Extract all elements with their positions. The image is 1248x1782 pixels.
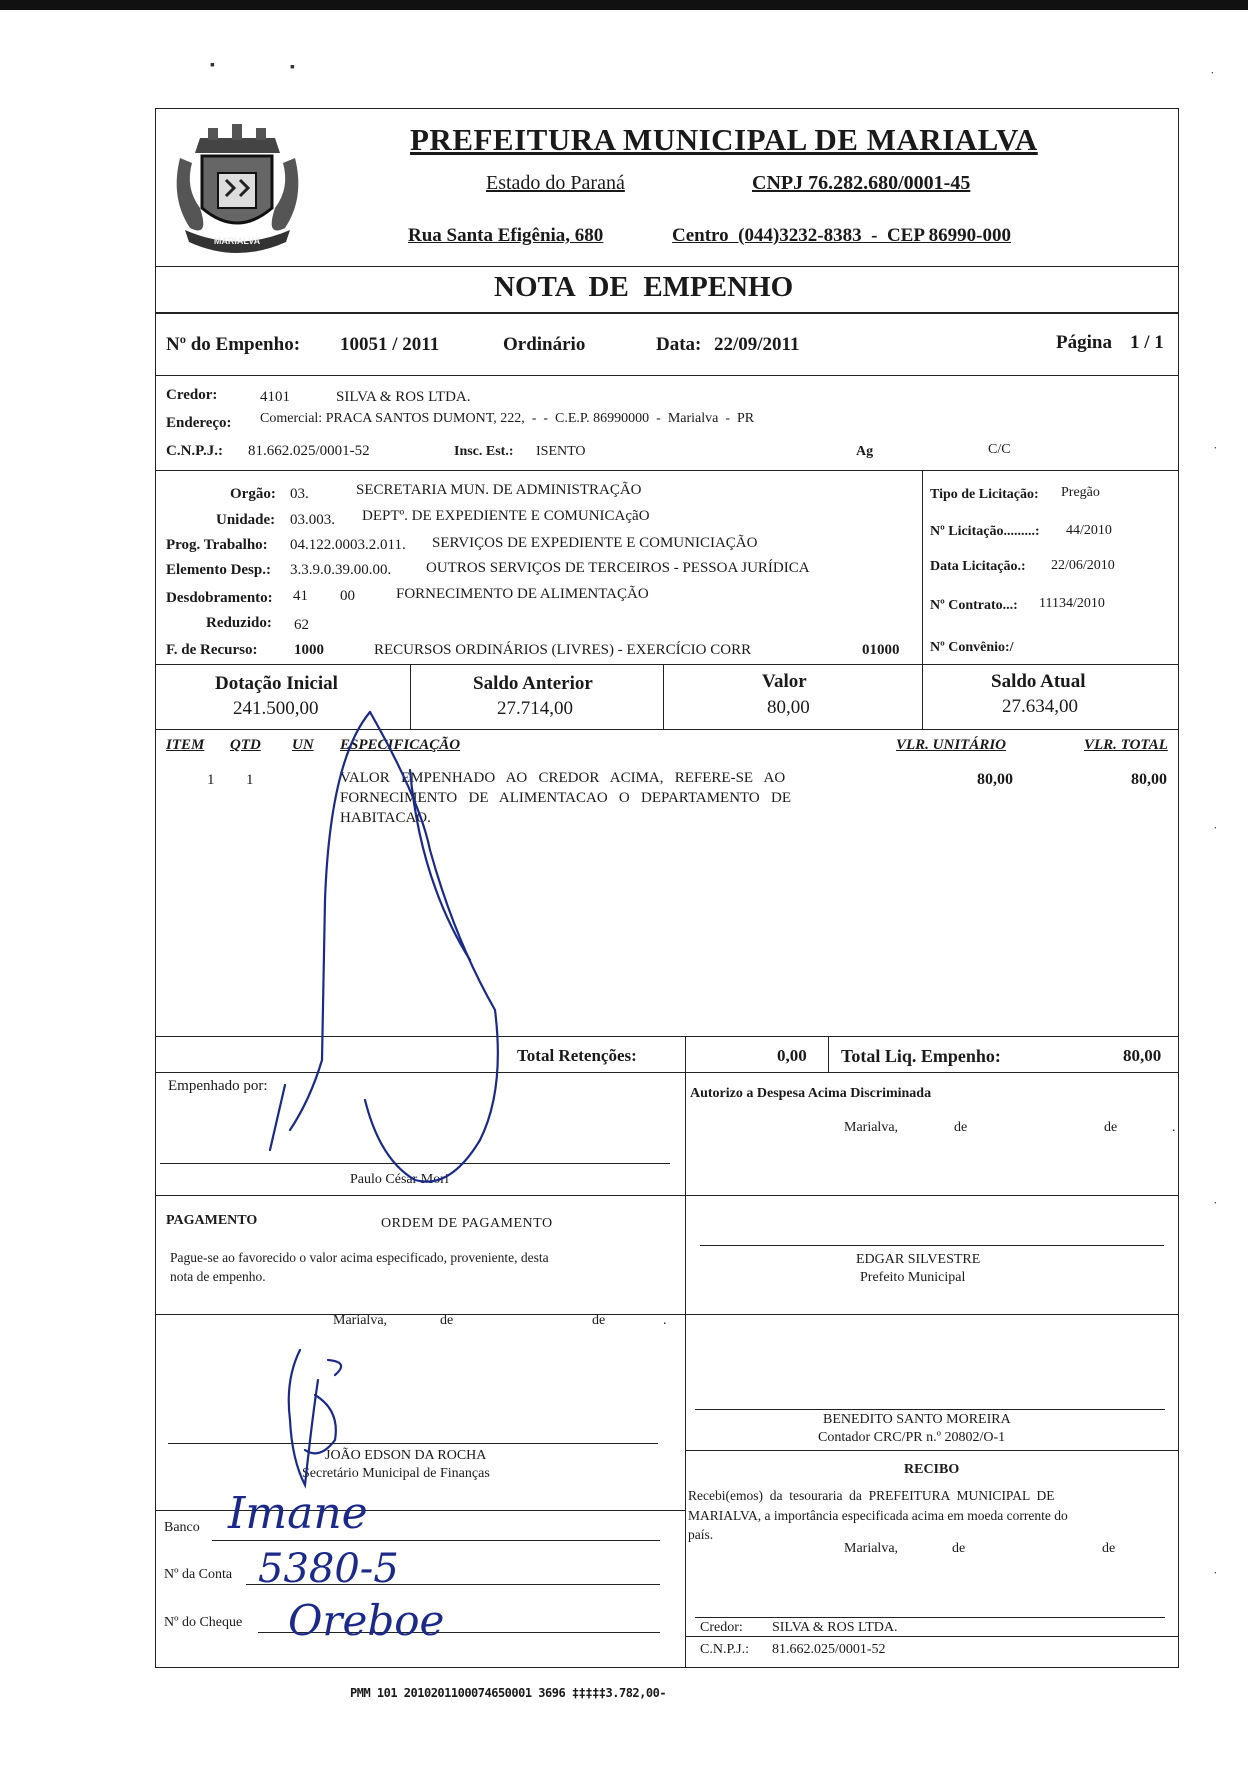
recibo-de1: de	[952, 1541, 966, 1556]
empenho-type: Ordinário	[503, 334, 586, 355]
cnpj-label: CNPJ 76.282.680/0001-45	[752, 172, 971, 194]
contact-label: Centro (044)3232-8383 - CEP 86990-000	[672, 225, 1011, 246]
saldo-atual-label: Saldo Atual	[991, 671, 1086, 692]
recibo-credor-name: SILVA & ROS LTDA.	[772, 1620, 898, 1635]
valor-value: 80,00	[767, 697, 810, 718]
prog-code: 04.122.0003.2.011.	[290, 537, 406, 553]
saldo-anterior-label: Saldo Anterior	[473, 673, 593, 694]
total-retencoes-label: Total Retenções:	[517, 1046, 637, 1065]
tipo-licitacao-label: Tipo de Licitação:	[930, 487, 1039, 502]
autorizo-label: Autorizo a Despesa Acima Discriminada	[690, 1086, 932, 1101]
item-description-line1: VALOR EMPENHADO AO CREDOR ACIMA, REFERE-SE AO	[340, 770, 786, 786]
page-label: Página	[1056, 332, 1112, 353]
banco-handwritten: Imane	[228, 1488, 368, 1539]
document-title: NOTA DE EMPENHO	[494, 271, 794, 303]
recurso-name: RECURSOS ORDINÁRIOS (LIVRES) - EXERCÍCIO CORR	[374, 642, 752, 658]
empenhado-label: Empenhado por:	[168, 1078, 268, 1094]
insc-label: Insc. Est.:	[454, 444, 514, 459]
recibo-cnpj: 81.662.025/0001-52	[772, 1642, 886, 1657]
pagamento-city: Marialva,	[333, 1313, 388, 1328]
scan-mark: ˙	[1213, 1570, 1218, 1585]
pagamento-dot: .	[663, 1313, 667, 1328]
item-description-line3: HABITACAO.	[340, 810, 431, 826]
cc-label: C/C	[988, 442, 1011, 457]
scan-mark: ˙	[1213, 825, 1218, 840]
scan-mark: ˙	[1213, 1200, 1218, 1215]
cheque-handwritten: Oreboe	[288, 1596, 445, 1645]
elemento-code: 3.3.9.0.39.00.00.	[290, 562, 392, 578]
col-header-vlr-total: VLR. TOTAL	[1084, 737, 1168, 753]
credor-cnpj: 81.662.025/0001-52	[248, 443, 370, 459]
orgao-name: SECRETARIA MUN. DE ADMINISTRAÇÃO	[356, 482, 642, 498]
dotacao-value: 241.500,00	[233, 698, 319, 719]
mayor-role: Prefeito Municipal	[860, 1270, 966, 1285]
empenhado-name: Paulo César Mori	[350, 1172, 449, 1187]
credor-label: Credor:	[166, 387, 218, 403]
empenho-number-label: Nº do Empenho:	[166, 334, 301, 355]
recibo-de2: de	[1102, 1541, 1116, 1556]
endereco-label: Endereço:	[166, 415, 232, 431]
finance-secretary-name: JOÃO EDSON DA ROCHA	[325, 1448, 487, 1463]
accountant-name: BENEDITO SANTO MOREIRA	[823, 1412, 1011, 1427]
conta-handwritten: 5380-5	[258, 1546, 399, 1592]
cheque-label: Nº do Cheque	[164, 1615, 243, 1630]
reduzido-label: Reduzido:	[206, 615, 272, 631]
footer-code: PMM 101 2010201100074650001 3696 ‡‡‡‡‡3.782,00-	[350, 1686, 667, 1700]
licitacao-number-label: Nº Licitação.........:	[930, 524, 1040, 539]
desdobramento-name: FORNECIMENTO DE ALIMENTAÇÃO	[396, 586, 649, 602]
recibo-credor-label: Credor:	[700, 1620, 743, 1635]
empenho-date-label: Data:	[656, 334, 702, 355]
recurso-label: F. de Recurso:	[166, 642, 258, 658]
pagamento-de2: de	[592, 1313, 606, 1328]
autorizo-dot: .	[1172, 1120, 1176, 1135]
pagamento-text-line2: nota de empenho.	[170, 1269, 266, 1284]
desdobramento-code1: 41	[293, 588, 308, 604]
prog-label: Prog. Trabalho:	[166, 537, 268, 553]
reduzido-value: 62	[294, 617, 309, 633]
address-label: Rua Santa Efigênia, 680	[408, 225, 604, 246]
page-number: 1 / 1	[1130, 332, 1164, 353]
credor-name: SILVA & ROS LTDA.	[336, 389, 471, 405]
pagamento-label: PAGAMENTO	[166, 1213, 258, 1228]
item-qtd: 1	[246, 772, 254, 788]
conta-label: Nº da Conta	[164, 1567, 233, 1582]
licitacao-number: 44/2010	[1066, 523, 1112, 538]
municipality-title: PREFEITURA MUNICIPAL DE MARIALVA	[410, 122, 1038, 157]
total-liq-label: Total Liq. Empenho:	[841, 1046, 1001, 1066]
col-header-vlr-unitario: VLR. UNITÁRIO	[896, 737, 1007, 753]
unidade-code: 03.003.	[290, 512, 335, 528]
autorizo-de1: de	[954, 1120, 968, 1135]
scan-mark: ˙	[1213, 445, 1218, 460]
contrato-label: Nº Contrato...:	[930, 598, 1018, 613]
credor-address: Comercial: PRACA SANTOS DUMONT, 222, - - C.E.P. 86990000 - Marialva - PR	[260, 411, 755, 426]
recurso-code: 1000	[294, 642, 324, 658]
desdobramento-code2: 00	[340, 588, 355, 604]
item-description-line2: FORNECIMENTO DE ALIMENTACAO O DEPARTAMENTO DE	[340, 790, 792, 806]
orgao-label: Orgão:	[230, 486, 276, 502]
recibo-label: RECIBO	[904, 1462, 960, 1477]
accountant-role: Contador CRC/PR n.º 20802/O-1	[818, 1430, 1006, 1445]
dotacao-label: Dotação Inicial	[215, 673, 338, 694]
empenho-date: 22/09/2011	[714, 334, 800, 355]
elemento-name: OUTROS SERVIÇOS DE TERCEIROS - PESSOA JURÍDICA	[426, 560, 810, 576]
contrato-number: 11134/2010	[1039, 596, 1105, 611]
ordem-pagamento-label: ORDEM DE PAGAMENTO	[381, 1216, 553, 1231]
svg-text:MARIALVA: MARIALVA	[213, 236, 261, 246]
elemento-label: Elemento Desp.:	[166, 562, 271, 578]
recibo-text-line2: MARIALVA, a importância especificada acima em moeda corrente do	[688, 1508, 1068, 1523]
credor-code: 4101	[260, 389, 290, 405]
col-header-un: UN	[292, 737, 314, 753]
mayor-name: EDGAR SILVESTRE	[856, 1252, 981, 1267]
pagamento-de1: de	[440, 1313, 454, 1328]
licitacao-date-label: Data Licitação.:	[930, 559, 1026, 574]
tipo-licitacao: Pregão	[1061, 485, 1100, 500]
banco-label: Banco	[164, 1520, 200, 1535]
item-number: 1	[207, 772, 215, 788]
saldo-anterior-value: 27.714,00	[497, 698, 573, 719]
autorizo-city: Marialva,	[844, 1120, 899, 1135]
finance-secretary-role: Secretário Municipal de Finanças	[302, 1466, 490, 1481]
valor-label: Valor	[762, 671, 807, 692]
recibo-city: Marialva,	[844, 1541, 899, 1556]
unidade-name: DEPTº. DE EXPEDIENTE E COMUNICAçãO	[362, 508, 650, 524]
saldo-atual-value: 27.634,00	[1002, 696, 1078, 717]
insc-value: ISENTO	[536, 444, 586, 459]
col-header-especificacao: ESPECIFICAÇÃO	[340, 737, 461, 753]
scan-mark: ▪	[210, 58, 215, 73]
empenho-number: 10051 / 2011	[340, 334, 440, 355]
scan-mark: ˙	[1210, 70, 1215, 85]
unidade-label: Unidade:	[216, 512, 276, 528]
scan-mark: ▪	[290, 60, 295, 75]
ag-label: Ag	[856, 444, 874, 459]
total-liq-value: 80,00	[1123, 1046, 1162, 1065]
total-retencoes: 0,00	[777, 1046, 807, 1065]
orgao-code: 03.	[290, 486, 309, 502]
autorizo-de2: de	[1104, 1120, 1118, 1135]
item-vlr-total: 80,00	[1131, 771, 1167, 788]
col-header-qtd: QTD	[230, 737, 261, 753]
item-vlr-unitario: 80,00	[977, 771, 1013, 788]
recibo-text-line1: Recebi(emos) da tesouraria da PREFEITURA MUNICIPAL DE	[688, 1488, 1055, 1503]
prog-name: SERVIÇOS DE EXPEDIENTE E COMUNICIAÇÃO	[432, 535, 758, 551]
recurso-code2: 01000	[862, 642, 900, 658]
state-label: Estado do Paraná	[486, 172, 625, 194]
desdobramento-label: Desdobramento:	[166, 590, 273, 606]
licitacao-date: 22/06/2010	[1051, 558, 1115, 573]
convenio-label: Nº Convênio:/	[930, 640, 1014, 655]
recibo-cnpj-label: C.N.P.J.:	[700, 1642, 750, 1657]
credor-cnpj-label: C.N.P.J.:	[166, 443, 223, 459]
col-header-item: ITEM	[166, 737, 205, 753]
recibo-text-line3: país.	[688, 1527, 714, 1542]
pagamento-text-line1: Pague-se ao favorecido o valor acima especificado, proveniente, desta	[170, 1250, 549, 1265]
